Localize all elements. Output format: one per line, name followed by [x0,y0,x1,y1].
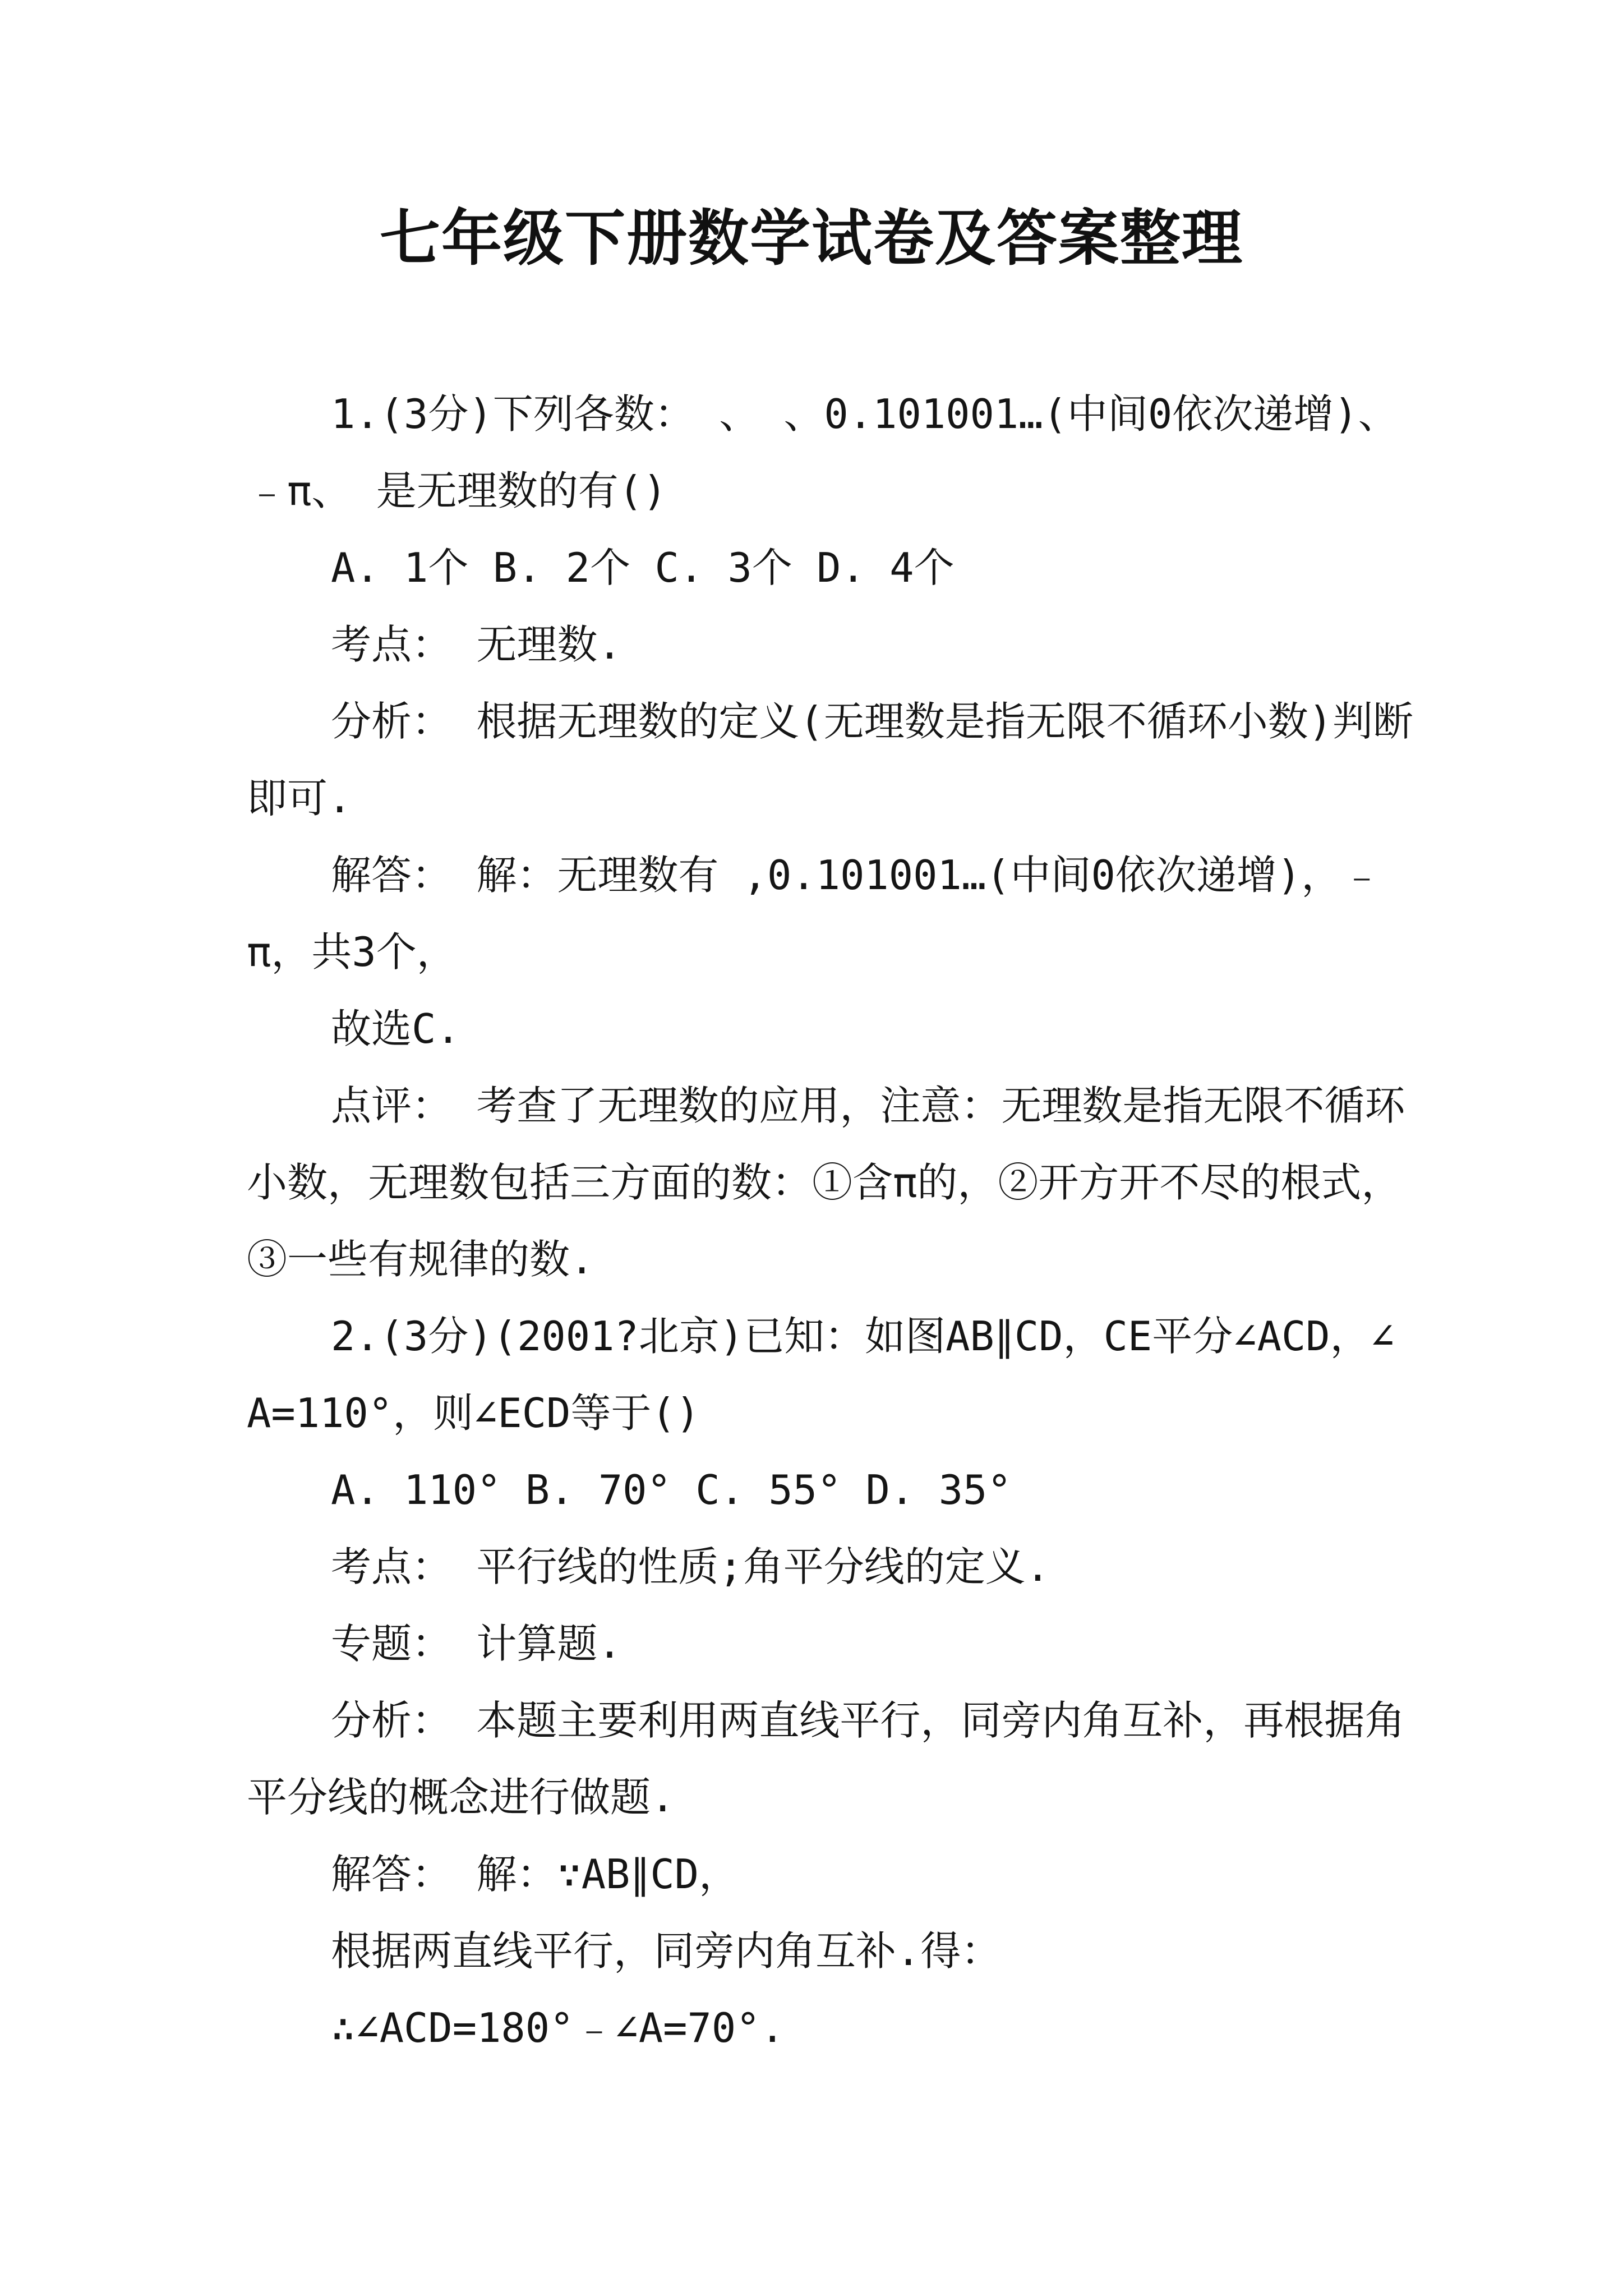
question-2-solution-line-3: ∴∠ACD=180°﹣∠A=70°. [331,2004,785,2051]
question-2-type: 专题： 计算题. [331,1620,622,1667]
question-2-analysis: 分析： 本题主要利用两直线平行，同旁内角互补，再根据角平分线的概念进行做题. [247,1697,1405,1821]
question-2-solution-line-2: 根据两直线平行，同旁内角互补.得： [331,1927,1002,1975]
question-1-answer: 故选C. [331,1005,460,1052]
question-1-stem: 1.(3分)下列各数： 、 、0.101001…(中间0依次递增)、﹣π、 是无理数的有() [247,390,1399,514]
document-body [247,376,1419,2067]
question-1-topic: 考点： 无理数. [331,621,622,668]
document-title: 七年级下册数学试卷及答案整理 [379,203,1243,274]
question-2-stem: 2.(3分)(2001?北京)已知：如图AB∥CD，CE平分∠ACD，∠A=110°，则∠ECD等于() [247,1313,1395,1437]
question-1-options: A. 1个 B. 2个 C. 3个 D. 4个 [331,544,955,591]
question-1-analysis: 分析： 根据无理数的定义(无理数是指无限不循环小数)判断即可. [247,698,1414,822]
question-1-solution: 解答： 解：无理数有 ,0.101001…(中间0依次递增)，﹣π，共3个， [247,852,1382,976]
question-2-options: A. 110° B. 70° C. 55° D. 35° [331,1466,1012,1513]
question-1-comment: 点评： 考查了无理数的应用，注意：无理数是指无限不循环小数，无理数包括三方面的数：①含π的，②开方开不尽的根式，③一些有规律的数. [247,1082,1405,1283]
question-2-solution: 解答： 解：∵AB∥CD， [331,1851,740,1898]
question-2-topic: 考点： 平行线的性质;角平分线的定义. [331,1543,1050,1590]
